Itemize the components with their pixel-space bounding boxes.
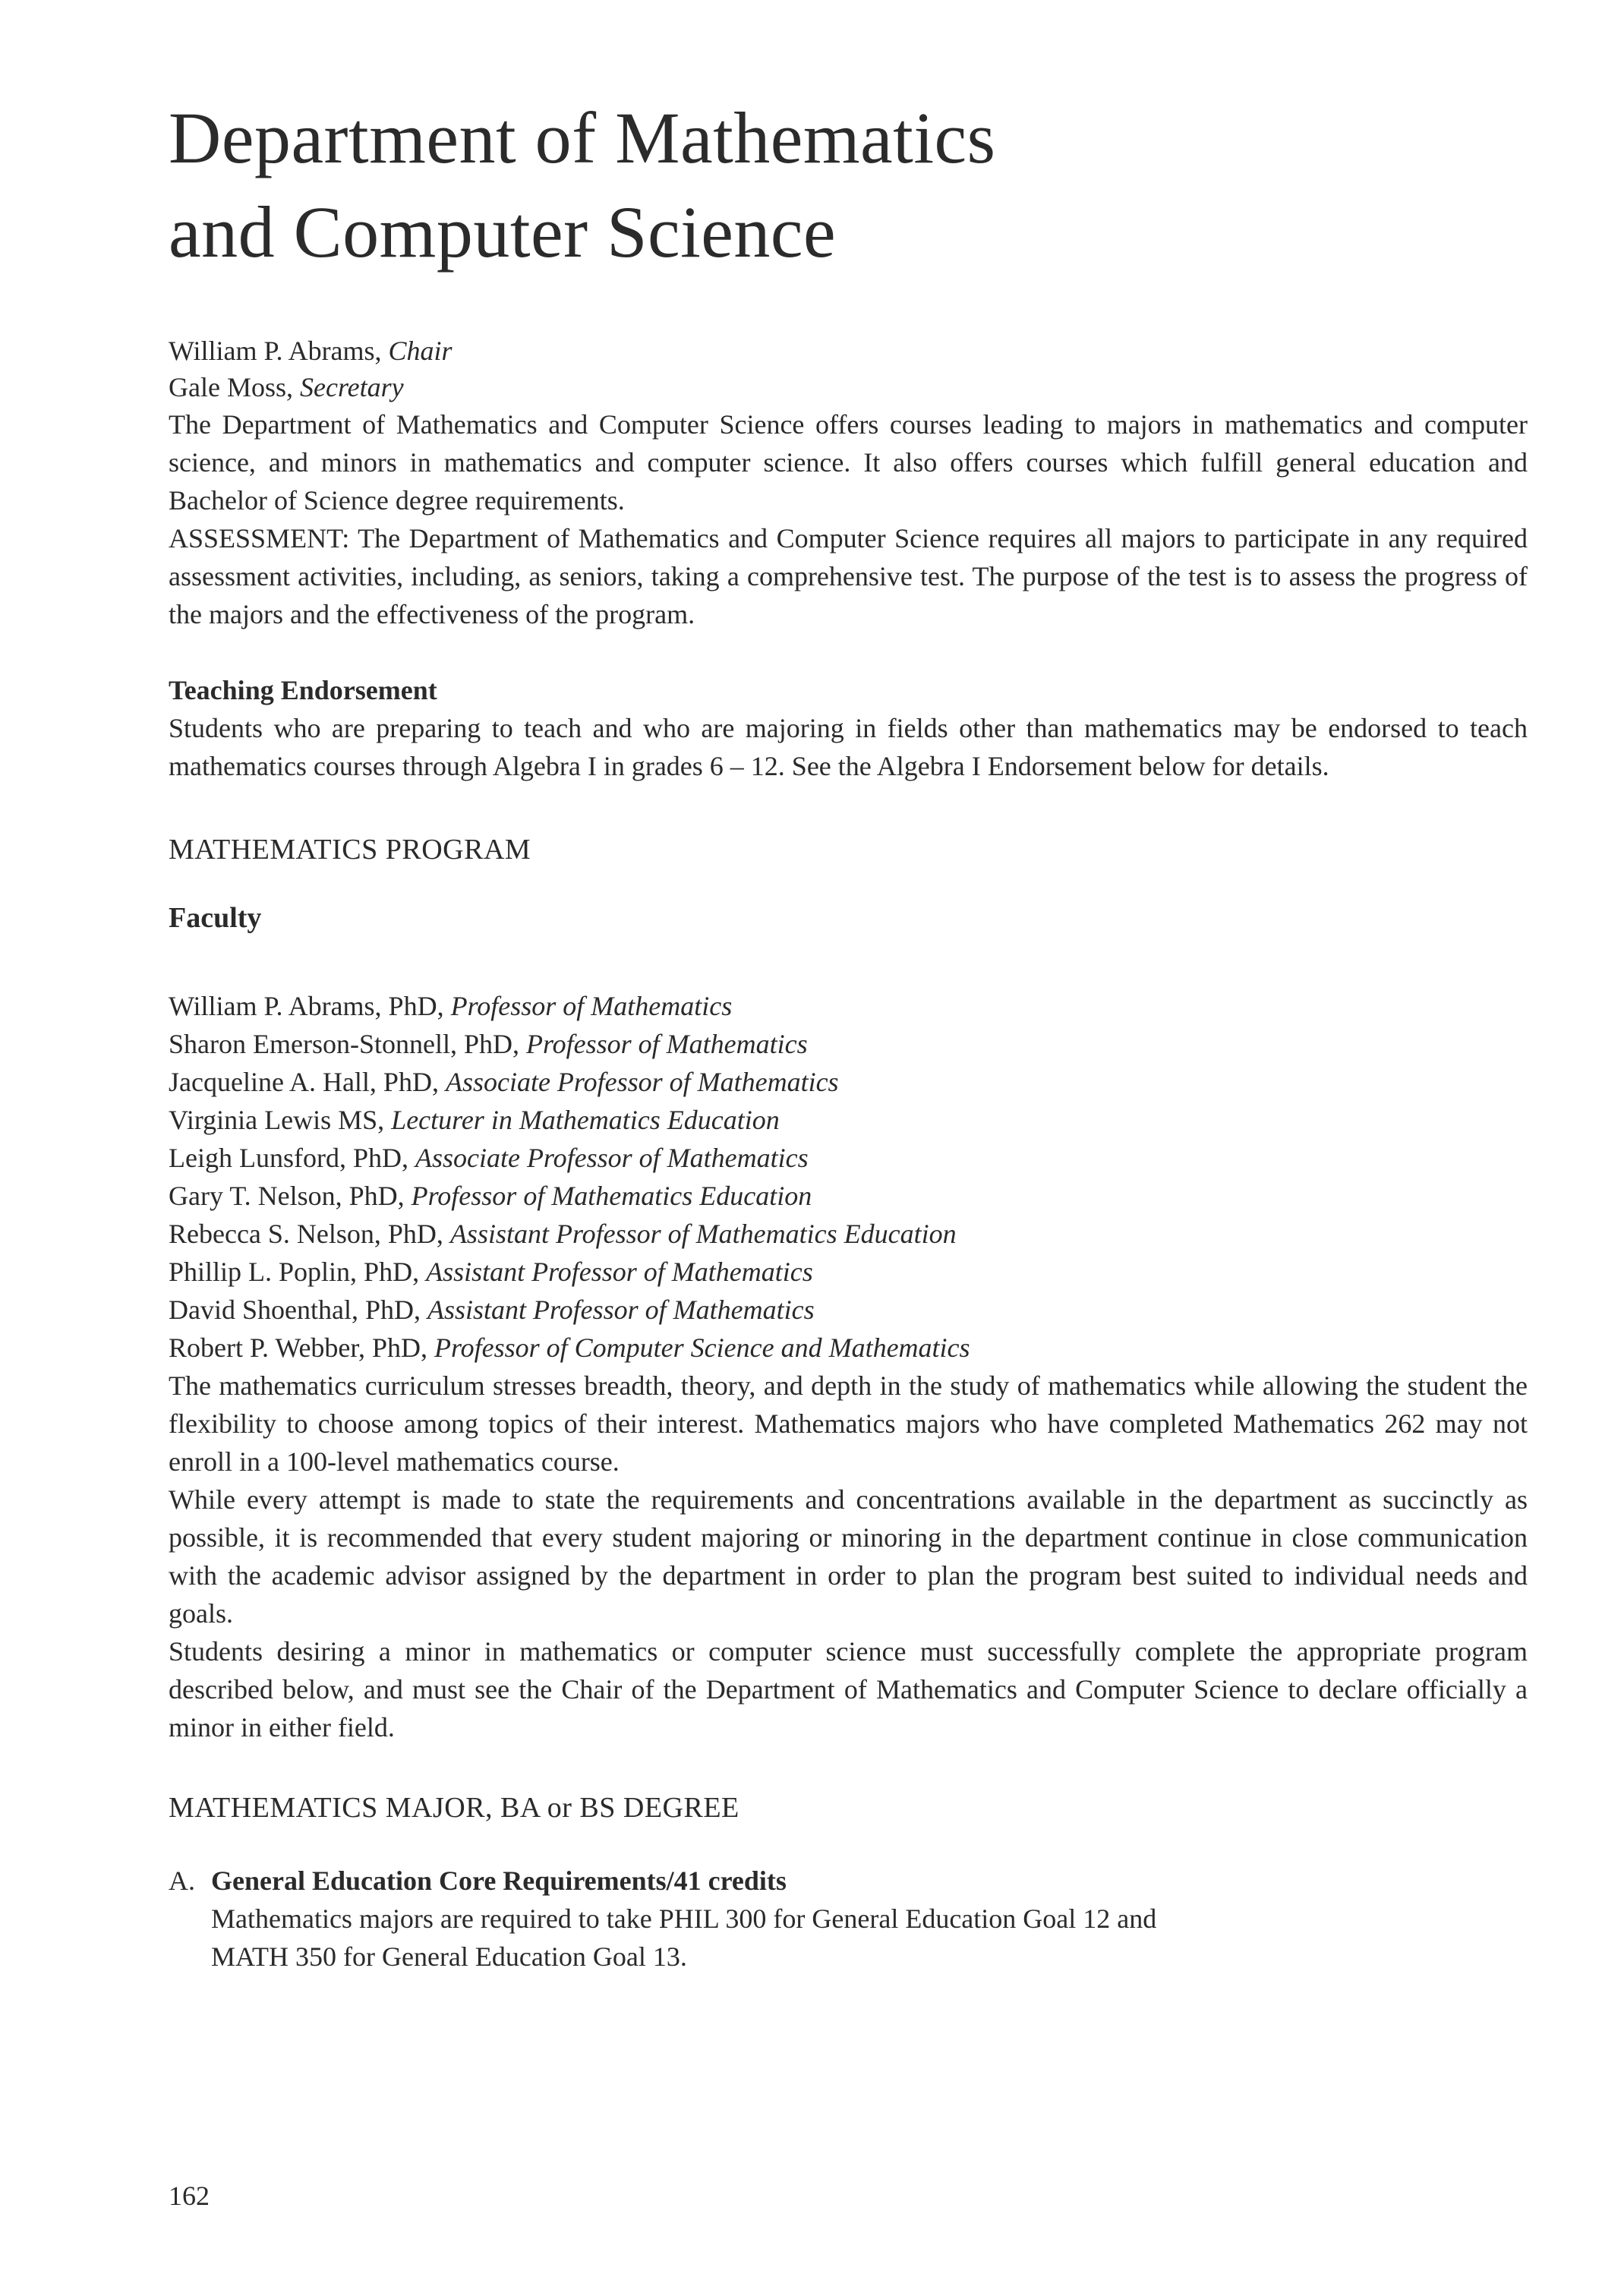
page-title [169, 91, 1528, 279]
staff-name: William P. Abrams, [169, 336, 389, 366]
staff-secretary [169, 369, 1528, 405]
faculty-name: David Shoenthal, PhD, [169, 1295, 427, 1325]
faculty-role: Professor of Mathematics [450, 991, 733, 1021]
faculty-name: Jacqueline A. Hall, PhD, [169, 1067, 446, 1097]
faculty-heading: Faculty [169, 902, 262, 934]
page-number: 162 [169, 2181, 210, 2211]
title-line-2: and Computer Science [169, 191, 837, 273]
faculty-item [169, 1253, 1528, 1291]
faculty-name: Leigh Lunsford, PhD, [169, 1143, 415, 1173]
requirement-letter: A. [169, 1866, 195, 1896]
faculty-item [169, 1177, 1528, 1215]
requirement-content [211, 1862, 1156, 1976]
minor-paragraph: Students desiring a minor in mathematics or computer science must successfully complete the appropriate program described below, and must see the Chair of the Department of Mathematics and Computer Science to declare officially a minor in either field. [169, 1636, 1528, 1742]
faculty-name: Gary T. Nelson, PhD, [169, 1181, 412, 1211]
faculty-item [169, 1215, 1528, 1253]
faculty-name: Phillip L. Poplin, PhD, [169, 1257, 427, 1287]
requirement-title: General Education Core Requirements/41 credits [211, 1866, 787, 1896]
faculty-role: Professor of Mathematics Education [411, 1181, 812, 1211]
department-staff [169, 333, 1528, 405]
faculty-role: Associate Professor of Mathematics [415, 1143, 809, 1173]
title-line-1: Department of Mathematics [169, 97, 996, 178]
faculty-item [169, 1291, 1528, 1329]
faculty-list [169, 987, 1528, 1367]
faculty-role: Professor of Mathematics [525, 1029, 808, 1059]
faculty-name: William P. Abrams, PhD, [169, 991, 451, 1021]
staff-name: Gale Moss, [169, 372, 300, 402]
faculty-role: Assistant Professor of Mathematics Education [449, 1219, 957, 1249]
curriculum-paragraph: The mathematics curriculum stresses breadth, theory, and depth in the study of mathematics while allowing the student the flexibility to choose among topics of their interest. Mathematics majors who have completed Mathematics 262 may not enroll in a 100-level mathematics course. [169, 1370, 1528, 1477]
staff-role: Secretary [300, 372, 404, 402]
requirement-text-line: MATH 350 for General Education Goal 13. [211, 1941, 687, 1972]
faculty-role: Lecturer in Mathematics Education [391, 1105, 780, 1135]
faculty-role: Professor of Computer Science and Mathematics [434, 1332, 970, 1363]
faculty-name: Sharon Emerson-Stonnell, PhD, [169, 1029, 526, 1059]
faculty-name: Rebecca S. Nelson, PhD, [169, 1219, 450, 1249]
teaching-endorsement-section [169, 671, 1528, 785]
assessment-paragraph: ASSESSMENT: The Department of Mathematics and Computer Science requires all majors to participate in any required assessment activities, including, as seniors, taking a comprehensive test. The purpose of the test is to assess the progress of the majors and the effectiveness of the program. [169, 523, 1528, 629]
document-page [169, 91, 1528, 1976]
advising-paragraph: While every attempt is made to state the requirements and concentrations available in the department as succinctly as possible, it is recommended that every student majoring or minoring in the department continue in close communication with the academic advisor assigned by the department in order to plan the program best suited to individual needs and goals. [169, 1484, 1528, 1629]
teaching-endorsement-text: Students who are preparing to teach and who are majoring in fields other than mathematics may be endorsed to teach mathematics courses through Algebra I in grades 6 – 12. See the Algebra I Endorsement below for details. [169, 713, 1528, 781]
faculty-name: Virginia Lewis MS, [169, 1105, 392, 1135]
faculty-role: Assistant Professor of Mathematics [426, 1257, 813, 1287]
staff-role: Chair [388, 336, 453, 366]
faculty-item [169, 1025, 1528, 1063]
intro-paragraph: The Department of Mathematics and Computer Science offers courses leading to majors in mathematics and computer science, and minors in mathematics and computer science. It also offers courses which fulfill general education and Bachelor of Science degree requirements. [169, 409, 1528, 516]
teaching-endorsement-heading: Teaching Endorsement [169, 675, 437, 705]
faculty-role: Associate Professor of Mathematics [445, 1067, 839, 1097]
faculty-item [169, 987, 1528, 1025]
faculty-item [169, 1063, 1528, 1101]
staff-chair [169, 333, 1528, 369]
faculty-role: Assistant Professor of Mathematics [427, 1295, 815, 1325]
requirement-item [169, 1862, 1528, 1976]
requirement-text-line: Mathematics majors are required to take PHIL 300 for General Education Goal 12 and [211, 1903, 1157, 1934]
math-program-heading: MATHEMATICS PROGRAM [169, 834, 531, 866]
faculty-item [169, 1101, 1528, 1139]
faculty-item [169, 1139, 1528, 1177]
faculty-item [169, 1329, 1528, 1367]
major-heading: MATHEMATICS MAJOR, BA or BS DEGREE [169, 1792, 739, 1824]
faculty-name: Robert P. Webber, PhD, [169, 1332, 434, 1363]
